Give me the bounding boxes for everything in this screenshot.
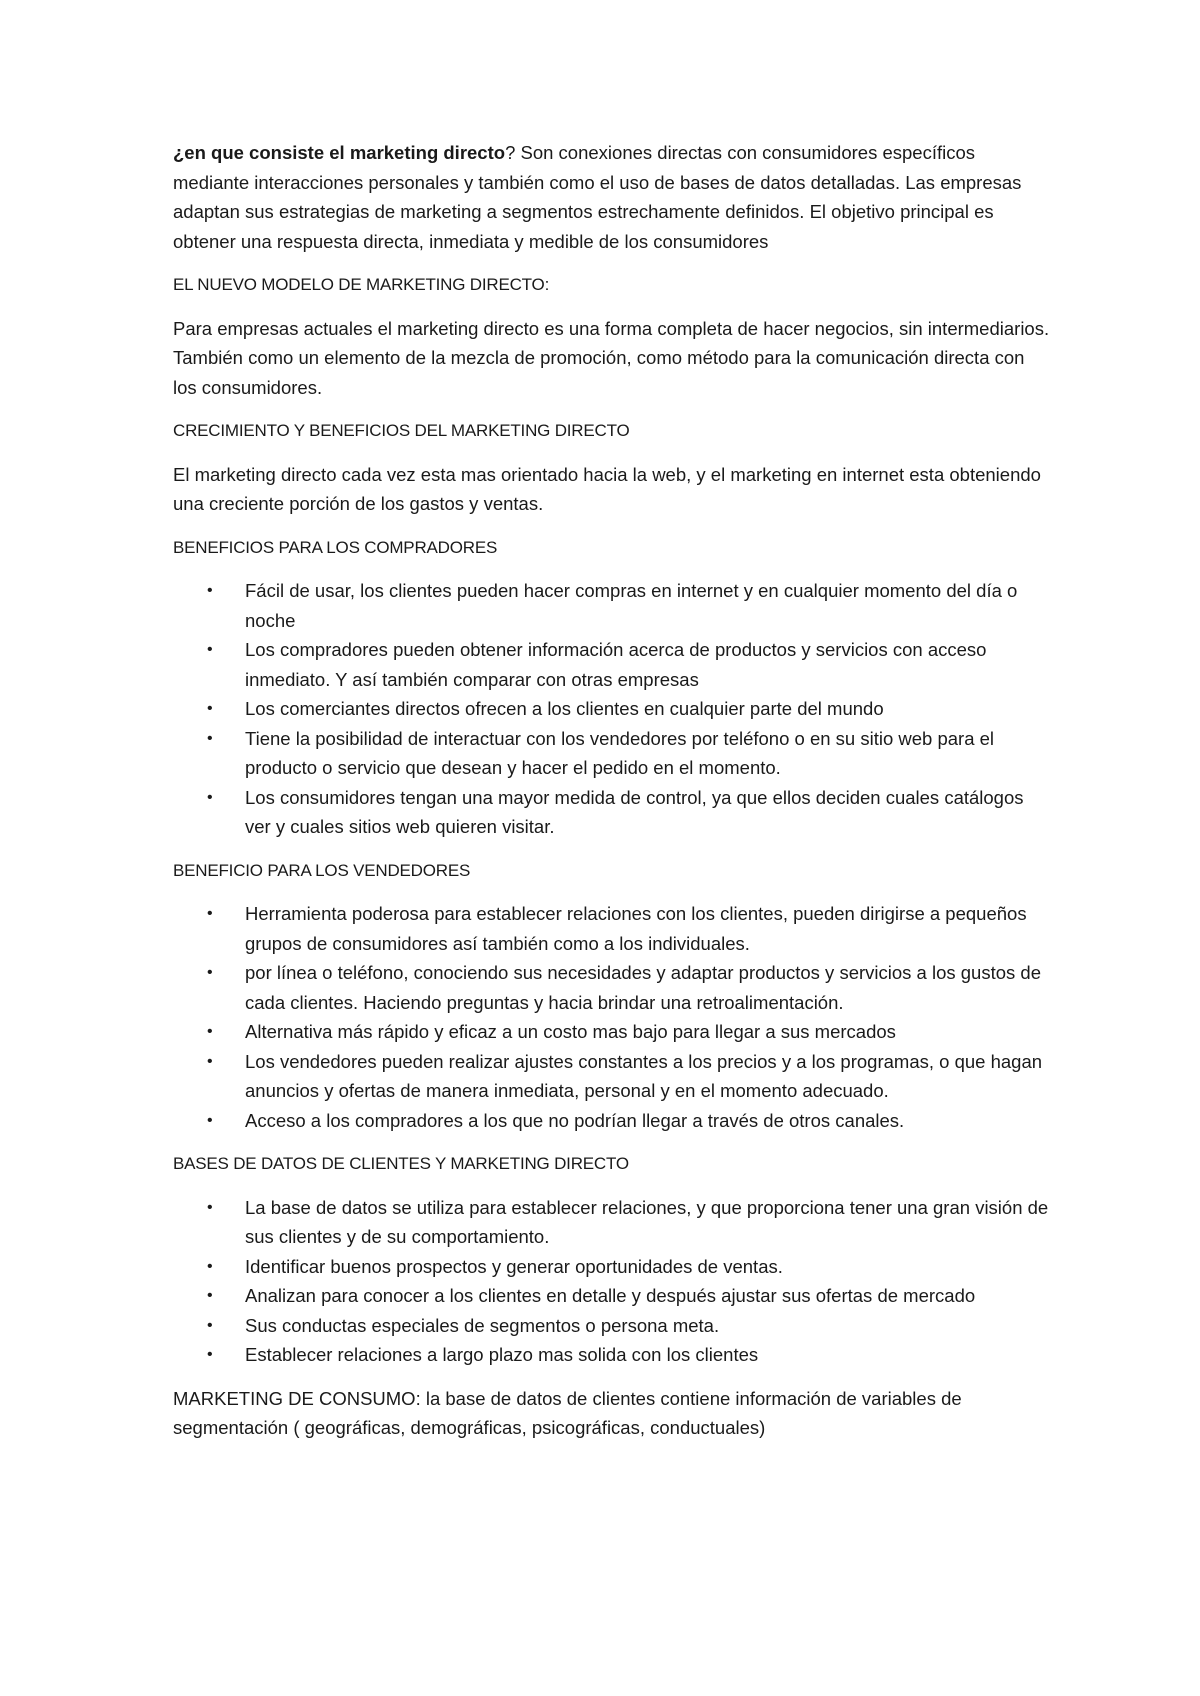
list-item-text: Alternativa más rápido y eficaz a un costo mas bajo para llegar a sus mercados [245, 1021, 896, 1042]
bullet-icon: • [207, 1287, 213, 1304]
list-item [173, 1017, 1053, 1047]
bullet-icon: • [207, 1346, 213, 1363]
bullet-icon: • [207, 1257, 213, 1275]
list-item [173, 724, 1053, 783]
intro-text: ? Son conexiones directas con consumidores específicos mediante interacciones personales y también como el uso de bases de datos detalladas. Las empresas adaptan sus estrategias de marketing a segmentos estrechamente definidos. El objetivo principal es obtener una respuesta directa, inmediata y medible de los consumidores [173, 142, 1022, 252]
list-item-text: Los consumidores tengan una mayor medida de control, ya que ellos deciden cuales catálogos ver y cuales sitios web quieren visitar. [245, 786, 1024, 837]
list-item [173, 1281, 1053, 1311]
consumer-marketing-paragraph: MARKETING DE CONSUMO: la base de datos de clientes contiene información de variables de segmentación ( geográficas, demográficas, psicográficas, conductuales) [173, 1387, 962, 1438]
list-item [173, 1047, 1053, 1106]
list-item [173, 783, 1053, 842]
list-item-text: La base de datos se utiliza para establecer relaciones, y que proporciona tener una gran visión de sus clientes y de su comportamiento. [245, 1196, 1049, 1247]
bullet-icon: • [207, 1198, 213, 1216]
list-item-text: Establecer relaciones a largo plazo mas solida con los clientes [245, 1344, 759, 1365]
list-item [173, 694, 1053, 724]
database-list [173, 1193, 1053, 1370]
bullet-icon: • [207, 641, 213, 658]
new-model-paragraph: Para empresas actuales el marketing directo es una forma completa de hacer negocios, sin intermediarios. También como un elemento de la mezcla de promoción, como método para la comunicación directa con los consumidores. [173, 317, 1050, 398]
list-item-text: Fácil de usar, los clientes pueden hacer compras en internet y en cualquier momento del día o noche [245, 580, 1018, 631]
list-item [173, 1193, 1053, 1252]
bullet-icon: • [207, 1316, 213, 1334]
bullet-icon: • [207, 700, 213, 717]
list-item [173, 635, 1053, 694]
list-item-text: Acceso a los compradores a los que no podrían llegar a través de otros canales. [245, 1109, 905, 1131]
bullet-icon: • [207, 788, 213, 806]
bullet-icon: • [207, 964, 213, 981]
document-page [173, 138, 1053, 1457]
list-item [173, 1106, 1053, 1136]
list-item [173, 1311, 1053, 1341]
heading-database: BASES DE DATOS DE CLIENTES Y MARKETING DIRECTO [173, 1154, 629, 1173]
list-item [173, 576, 1053, 635]
bullet-icon: • [207, 1023, 213, 1040]
list-item-text: Los vendedores pueden realizar ajustes constantes a los precios y a los programas, o que hagan anuncios y ofertas de manera inmediata, personal y en el momento adecuado. [245, 1050, 1043, 1101]
list-item [173, 899, 1053, 958]
growth-paragraph: El marketing directo cada vez esta mas orientado hacia la web, y el marketing en internet esta obteniendo una creciente porción de los gastos y ventas. [173, 463, 1041, 514]
heading-sellers: BENEFICIO PARA LOS VENDEDORES [173, 860, 471, 880]
heading-buyers: BENEFICIOS PARA LOS COMPRADORES [173, 537, 498, 557]
list-item [173, 958, 1053, 1017]
heading-growth: CRECIMIENTO Y BENEFICIOS DEL MARKETING DIRECTO [173, 421, 630, 440]
intro-question: ¿en que consiste el marketing directo [173, 142, 506, 163]
bullet-icon: • [207, 729, 213, 747]
bullet-icon: • [207, 582, 213, 599]
list-item [173, 1340, 1053, 1370]
sellers-list [173, 899, 1053, 1135]
bullet-icon: • [207, 1052, 213, 1070]
list-item-text: por línea o teléfono, conociendo sus necesidades y adaptar productos y servicios a los gustos de cada clientes. Haciendo preguntas y hacia brindar una retroalimentación. [245, 962, 1041, 1013]
heading-new-model: EL NUEVO MODELO DE MARKETING DIRECTO: [173, 275, 550, 294]
bullet-icon: • [207, 905, 213, 922]
buyers-list [173, 576, 1053, 842]
bullet-icon: • [207, 1111, 213, 1129]
list-item-text: Analizan para conocer a los clientes en detalle y después ajustar sus ofertas de mercado [245, 1285, 976, 1306]
list-item-text: Los comerciantes directos ofrecen a los clientes en cualquier parte del mundo [245, 698, 884, 719]
list-item-text: Los compradores pueden obtener información acerca de productos y servicios con acceso inmediato. Y así también comparar con otras empresas [245, 639, 987, 690]
list-item-text: Tiene la posibilidad de interactuar con los vendedores por teléfono o en su sitio web para el producto o servicio que desean y hacer el pedido en el momento. [245, 727, 995, 778]
list-item-text: Herramienta poderosa para establecer relaciones con los clientes, pueden dirigirse a pequeños grupos de consumidores así también como a los individuales. [245, 903, 1027, 954]
list-item [173, 1252, 1053, 1282]
list-item-text: Identificar buenos prospectos y generar oportunidades de ventas. [245, 1255, 783, 1277]
intro-paragraph [173, 138, 1053, 256]
list-item-text: Sus conductas especiales de segmentos o persona meta. [245, 1314, 720, 1336]
